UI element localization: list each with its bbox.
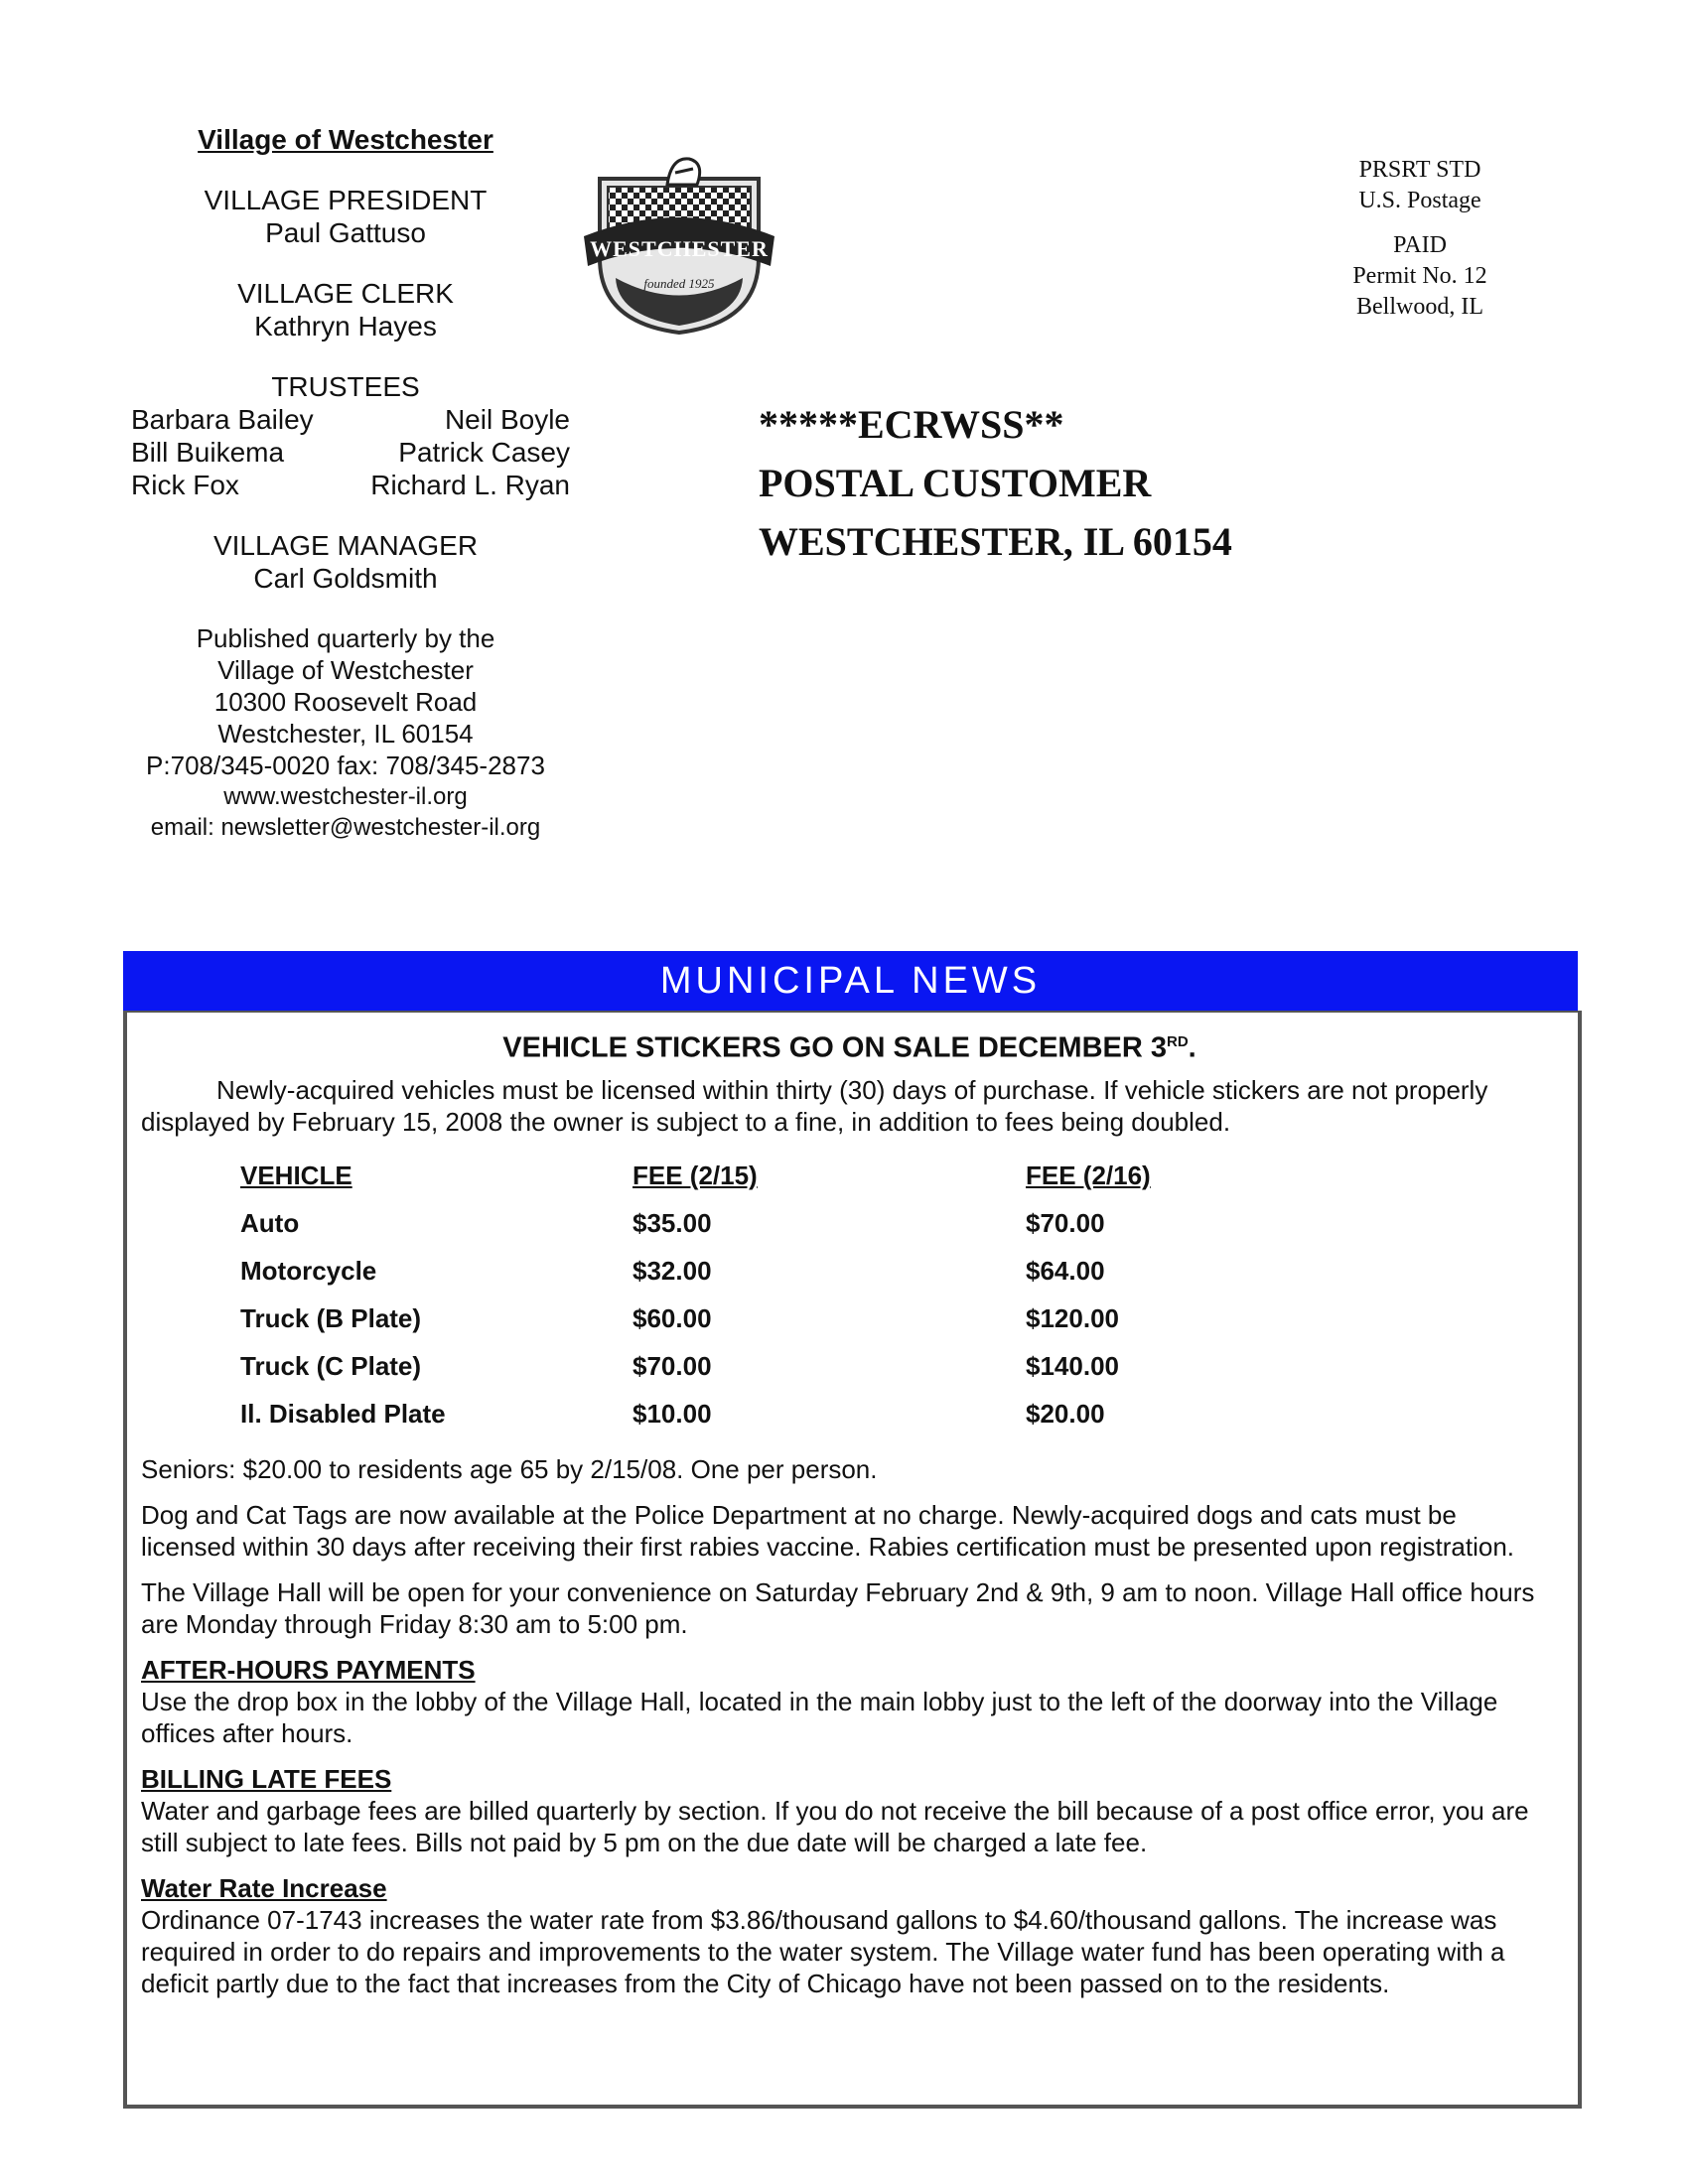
water-rate-section	[141, 1872, 1558, 1999]
column-header: FEE (2/15)	[633, 1160, 758, 1190]
pet-tags-note: Dog and Cat Tags are now available at the Police Department at no charge. Newly-acquired dogs and cats must be licensed within 30 days after receiving their first rabies vaccine. Rabies certification must be presented upon registration.	[141, 1499, 1515, 1562]
village-logo	[580, 139, 778, 338]
fee-after: $70.00	[1026, 1207, 1105, 1238]
late-fees-section	[141, 1763, 1558, 1858]
column-header: FEE (2/16)	[1026, 1160, 1151, 1190]
trustees-block	[117, 370, 574, 501]
table-row	[240, 1199, 1558, 1247]
publication-info	[117, 622, 574, 843]
fee-before: $60.00	[633, 1302, 712, 1333]
publication-line: Village of Westchester	[217, 655, 474, 685]
address-line: *****ECRWSS**	[759, 402, 1064, 447]
column-header: VEHICLE	[240, 1160, 352, 1190]
postage-line: Permit No. 12	[1352, 263, 1487, 289]
late-fees-text: Water and garbage fees are billed quarterly by section. If you do not receive the bill because of a post office error, you are still subject to late fees. Bills not paid by 5 pm on the due date will be charged a late fee.	[141, 1795, 1529, 1857]
postage-indicia	[1331, 155, 1509, 323]
trustee-name: Richard L. Ryan	[370, 470, 570, 500]
publication-line: Published quarterly by the	[196, 623, 495, 653]
president-name: Paul Gattuso	[265, 217, 426, 248]
fee-table	[240, 1152, 1558, 1437]
table-row	[240, 1247, 1558, 1295]
trustee-name: Bill Buikema	[131, 437, 285, 468]
manager-block	[117, 529, 574, 595]
trustee-name: Barbara Bailey	[131, 404, 314, 435]
vehicle-type: Il. Disabled Plate	[240, 1398, 446, 1429]
news-content	[141, 1024, 1558, 2013]
publication-line: 10300 Roosevelt Road	[213, 687, 478, 717]
manager-title: VILLAGE MANAGER	[212, 530, 479, 561]
postage-line: PRSRT STD	[1358, 157, 1481, 183]
vehicle-type: Motorcycle	[240, 1255, 377, 1286]
village-hall-hours: The Village Hall will be open for your convenience on Saturday February 2nd & 9th, 9 am to noon. Village Hall office hours are Monday through Friday 8:30 am to 5:00 pm.	[141, 1576, 1535, 1639]
news-headline: VEHICLE STICKERS GO ON SALE DECEMBER 3RD.	[502, 1031, 1196, 1064]
contact-phone-fax: P:708/345-0020 fax: 708/345-2873	[146, 751, 545, 780]
fee-before: $35.00	[633, 1207, 712, 1238]
table-row	[240, 1295, 1558, 1342]
news-box	[123, 1011, 1582, 2109]
vehicle-type: Truck (B Plate)	[240, 1302, 422, 1333]
seniors-note: Seniors: $20.00 to residents age 65 by 2/15/08. One per person.	[141, 1453, 878, 1484]
water-rate-text: Ordinance 07-1743 increases the water rate from $3.86/thousand gallons to $4.60/thousand gallons. The increase was required in order to do repairs and improvements to the water system. The Village water fund has been operating with a deficit partly due to the fact that increases from the City of Chicago have not been passed on to the residents.	[141, 1904, 1505, 1998]
org-name: Village of Westchester	[198, 124, 493, 155]
trustee-row	[117, 403, 574, 436]
table-row	[240, 1390, 1558, 1437]
after-hours-section	[141, 1654, 1558, 1749]
fee-before: $32.00	[633, 1255, 712, 1286]
clerk-name: Kathryn Hayes	[254, 311, 437, 341]
late-fees-title: BILLING LATE FEES	[141, 1763, 392, 1794]
email-link[interactable]: email: newsletter@westchester-il.org	[150, 814, 541, 841]
logo-founded-text: founded 1925	[643, 276, 715, 291]
president-block	[117, 184, 574, 249]
fee-before: $10.00	[633, 1398, 712, 1429]
masthead-sidebar	[117, 123, 574, 843]
website-link[interactable]: www.westchester-il.org	[223, 783, 468, 810]
publication-line: Westchester, IL 60154	[217, 719, 474, 749]
address-line: POSTAL CUSTOMER	[759, 461, 1152, 505]
postage-line: U.S. Postage	[1358, 188, 1481, 213]
clerk-title: VILLAGE CLERK	[237, 278, 454, 309]
trustee-row	[117, 469, 574, 501]
trustee-name: Rick Fox	[131, 470, 239, 500]
clerk-block	[117, 277, 574, 342]
address-line: WESTCHESTER, IL 60154	[759, 519, 1232, 564]
after-hours-title: AFTER-HOURS PAYMENTS	[141, 1654, 476, 1685]
trustee-name: Patrick Casey	[398, 437, 570, 468]
fee-before: $70.00	[633, 1350, 712, 1381]
fee-after: $140.00	[1026, 1350, 1119, 1381]
after-hours-text: Use the drop box in the lobby of the Village Hall, located in the main lobby just to the left of the doorway into the Village offices after hours.	[141, 1686, 1498, 1748]
trustee-name: Neil Boyle	[444, 404, 570, 435]
fee-after: $120.00	[1026, 1302, 1119, 1333]
crest-icon	[580, 139, 778, 338]
vehicle-intro: Newly-acquired vehicles must be licensed within thirty (30) days of purchase. If vehicle stickers are not properly displayed by February 15, 2008 the owner is subject to a fine, in addition to fees being doubled.	[141, 1074, 1488, 1137]
fee-after: $20.00	[1026, 1398, 1105, 1429]
water-rate-title: Water Rate Increase	[141, 1872, 387, 1903]
postage-line: Bellwood, IL	[1356, 294, 1483, 320]
trustees-title: TRUSTEES	[271, 371, 420, 402]
manager-name: Carl Goldsmith	[253, 563, 438, 594]
fee-table-header	[240, 1152, 1558, 1199]
president-title: VILLAGE PRESIDENT	[204, 185, 488, 215]
municipal-news-banner: MUNICIPAL NEWS	[123, 951, 1578, 1011]
table-row	[240, 1342, 1558, 1390]
logo-banner-text: WESTCHESTER	[590, 236, 769, 261]
postage-line: PAID	[1393, 232, 1447, 258]
vehicle-type: Auto	[240, 1207, 300, 1238]
fee-after: $64.00	[1026, 1255, 1105, 1286]
trustee-row	[117, 436, 574, 469]
mailing-address	[759, 395, 1232, 571]
vehicle-type: Truck (C Plate)	[240, 1350, 422, 1381]
